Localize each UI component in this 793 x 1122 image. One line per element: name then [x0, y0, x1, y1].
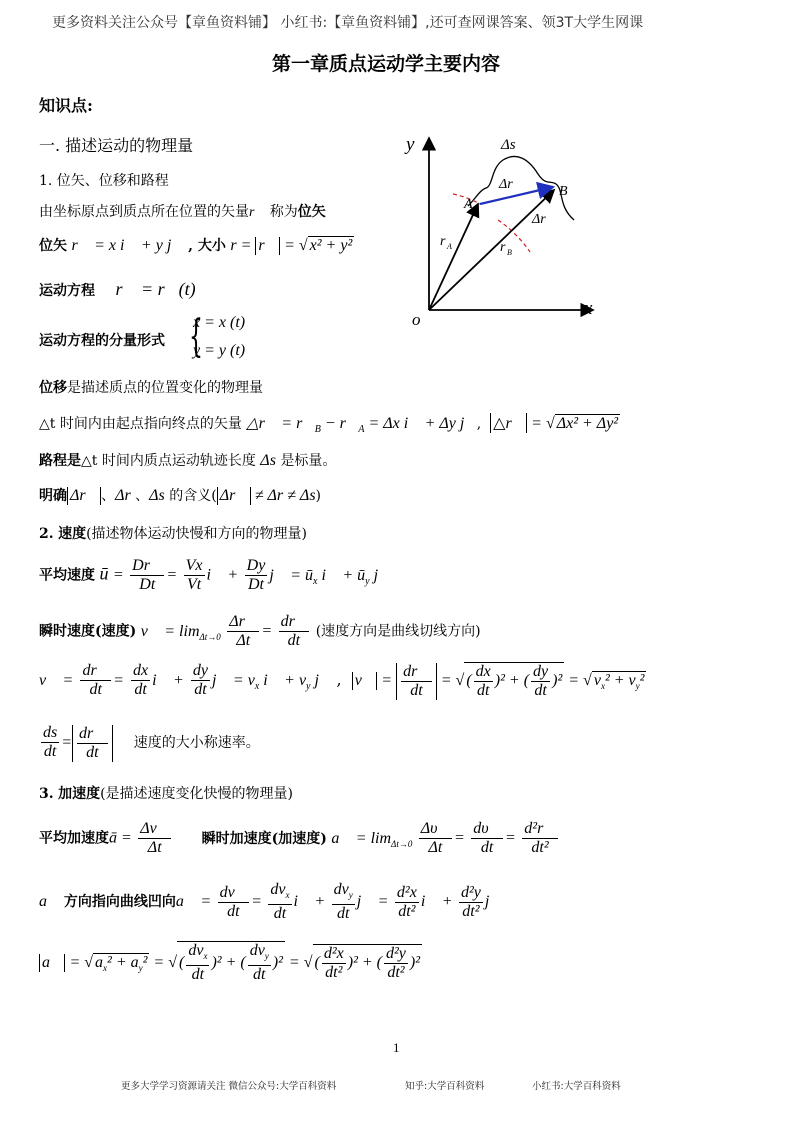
- item3-bold: 加速度: [58, 786, 101, 802]
- item3-rest: (是描述速度变化快慢的物理量): [100, 786, 294, 802]
- ra-vector: [429, 204, 478, 310]
- instantaneous-velocity: 瞬时速度(速度) v⃗ = $\lim_{\Delta t\to 0}$ $\frac{\Delta r⃗}{\Delta t}$ = $\frac{dr⃗}{dt}$ (速度方向是曲线切线方向): [39, 613, 481, 649]
- origin-label: o: [412, 310, 421, 329]
- footer-left: 更多大学学习资源请关注 微信公众号:大学百科资料: [121, 1081, 337, 1092]
- point-b-label: B: [559, 184, 568, 199]
- page-number: 1: [393, 1040, 400, 1055]
- position-vector-definition: 由坐标原点到质点所在位置的矢量r⃗ 称为位矢: [39, 204, 326, 220]
- avg-acc-label: 平均加速度: [39, 830, 109, 847]
- average-velocity: 平均速度 ū = $\frac{Dr⃗}{Dt}$ = $\frac{Vx}{Vt}$ i⃗ + $\frac{Dy}{Dt}$ j⃗ = $ū_x$ i⃗ + $ū_y$ j⃗: [39, 557, 391, 593]
- position-vector-formula: 位矢 r⃗ = x i⃗ + y j⃗ , 大小 r = r⃗ = √ x² + y²: [39, 237, 353, 254]
- motion-equation: 运动方程 r⃗ = r⃗(t): [39, 279, 196, 299]
- clarify-bold: 明确: [39, 488, 67, 504]
- header-banner: 更多资料关注公众号【章鱼资料铺】 小红书:【章鱼资料铺】,还可查网课答案、领3T大学生网课: [52, 15, 644, 31]
- page-title: 第一章质点运动学主要内容: [272, 53, 501, 75]
- rb-sub: B: [507, 248, 512, 257]
- component-y: y = y (t): [193, 342, 246, 359]
- inst-speed-label: 瞬时速度(速度): [39, 623, 137, 640]
- pos-vec-label: 位矢: [39, 238, 67, 254]
- pos-vec-bold: 位矢: [297, 204, 326, 220]
- footer-right: 小红书:大学百科资料: [532, 1081, 621, 1092]
- item-heading-3: [39, 783, 293, 803]
- dr-vector-label: Δr: [499, 177, 513, 192]
- speed-note: 速度的大小称速率。: [133, 735, 260, 751]
- motion-eq-label: 运动方程: [39, 283, 95, 299]
- pos-vec-pre: 由坐标原点到质点所在位置的矢量: [39, 204, 249, 220]
- y-axis-label: y: [406, 134, 415, 155]
- component-x: x = x (t): [193, 314, 246, 331]
- acceleration-direction: a⃗ 方向指向曲线凹向a⃗ = $\frac{dv⃗}{dt}$ = $\frac{dv_x}{dt}$ i⃗ + $\frac{dv_y}{dt}$ j⃗ = $\frac{\text{d²x}}{\text{dt²}}$ i⃗ + $\frac{\text{d²y}}{\text{dt²}}$ j⃗: [39, 881, 502, 923]
- item-heading-1: 1. 位矢、位移和路程: [39, 173, 169, 189]
- ra-label: r: [440, 234, 446, 249]
- item-heading-2: [39, 523, 307, 543]
- clarify-rest: 的含义: [169, 488, 212, 504]
- speed-magnitude: $\frac{ds}{dt}$ = $\frac{dr⃗}{dt}$ 速度的大小称速率。: [43, 724, 260, 761]
- path-rest: △t 时间内质点运动轨迹长度: [81, 453, 256, 469]
- item2-bold: 速度: [58, 526, 87, 542]
- point-a-label: A: [464, 197, 473, 212]
- dr-label: Δr: [532, 212, 546, 227]
- displacement-definition: [39, 377, 263, 397]
- acceleration-definitions: 平均加速度ā = $\frac{\Delta v⃗}{\Delta t}$ 瞬时加速度(加速度) a⃗ = $\lim_{\Delta t\to 0}$ $\frac{\Delta\upsilon⃗}{\Delta t}$ = $\frac{d\upsilon⃗}{dt}$ = $\frac{\text{d²r⃗}}{\text{dt²}}$: [39, 820, 556, 856]
- clarification: 明确 Δr⃗ 、Δr 、Δs 的含义( Δr⃗ ≠ Δr ≠ Δs): [39, 487, 322, 504]
- item3-num: 3.: [39, 786, 54, 802]
- section-heading-1: 一. 描述运动的物理量: [39, 136, 194, 155]
- path-bold: 路程是: [39, 453, 81, 469]
- size-label: , 大小: [188, 238, 226, 254]
- disp-bold: 位移: [39, 380, 67, 396]
- path-definition: 路程是△t 时间内质点运动轨迹长度 Δs 是标量。: [39, 452, 337, 469]
- ds-label: Δs: [501, 137, 516, 153]
- inst-note: (速度方向是曲线切线方向): [315, 623, 481, 640]
- rb-label: r: [500, 240, 506, 255]
- footer-middle: 知乎:大学百科资料: [405, 1081, 485, 1092]
- acc-dir-label: 方向指向曲线凹向: [63, 894, 176, 911]
- knowledge-heading: 知识点:: [39, 96, 93, 115]
- avg-speed-label: 平均速度: [39, 567, 95, 584]
- displacement-formula: △t 时间内由起点指向终点的矢量 △r⃗ = $r⃗_B$ − $r⃗_A = \Delta x$ i⃗ + Δy j⃗, △r⃗ = √ Δx² + Δy²: [39, 415, 619, 436]
- acceleration-magnitude: a⃗ = √ $a_x^2 + a_y^2$ = √ ( $\frac{dv_x}{dt}$ )² + ( $\frac{dv_y}{dt}$ )² = √ ( $\frac{\text{d²x}}{\text{dt²}}$ )² + ( $\frac{\text{d²y}}{\text{dt²}}$ )²: [39, 941, 422, 984]
- pos-vec-mid: 称为: [269, 204, 298, 220]
- item2-num: 2.: [39, 526, 54, 542]
- brace: {: [189, 311, 203, 362]
- inst-acc-label: 瞬时加速度(加速度): [201, 830, 327, 847]
- x-axis-label: x: [584, 298, 593, 319]
- dt-line: △t 时间内由起点指向终点的矢量: [39, 416, 242, 432]
- component-form-label: 运动方程的分量形式: [39, 333, 165, 349]
- item2-rest: (描述物体运动快慢和方向的物理量): [86, 526, 308, 542]
- trajectory-figure: [398, 128, 603, 333]
- path-tail: 是标量。: [280, 453, 337, 469]
- disp-rest: 是描述质点的位置变化的物理量: [67, 380, 263, 396]
- velocity-components: v⃗ = $\frac{dr⃗}{dt}$ = $\frac{dx}{dt}$ i⃗ + $\frac{dy}{dt}$ j⃗ = $v_x$ i⃗ + $v_y$ j⃗ , v⃗ = $\frac{dr⃗}{dt}$ = √ ( $\frac{dx}{dt}$ )² + ( $\frac{dy}{dt}$ )² = √ $v_x^2 + v_y^2$: [39, 662, 645, 699]
- ra-sub: A: [447, 242, 452, 251]
